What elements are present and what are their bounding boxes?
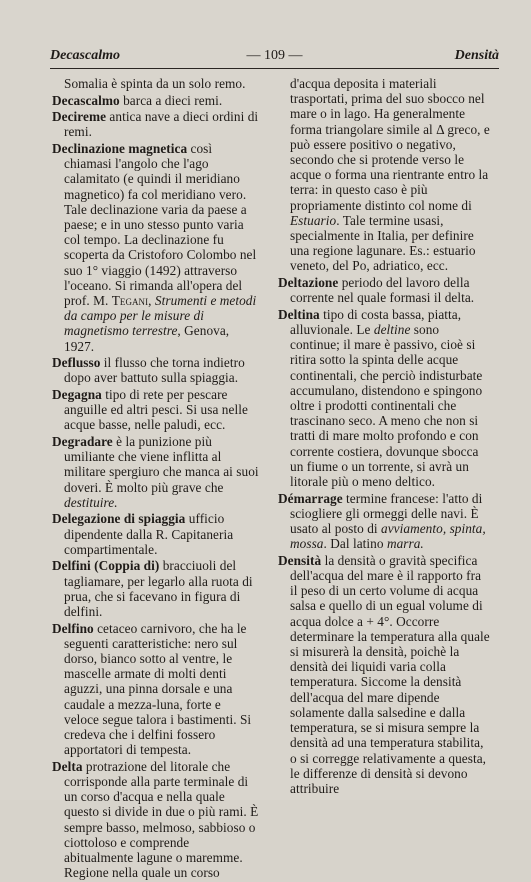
entry-headword: Deltina	[278, 306, 320, 322]
entry-headword: Delfini (Coppia di)	[52, 558, 160, 574]
entry-definition: cetaceo carnivoro, che ha le seguenti caratteristiche: nero sul dorso, bianco sotto al ventre, le mascelle armate di molti denti aguzzi, una pinna dorsale e una caudale a mezza-luna, forte e veloce segue talora i bastimenti. Si credeva che i delfini fossero apportatori di tempesta.	[64, 620, 252, 758]
entry-definition: ufficio dipendente dalla R. Capitaneria compartimentale.	[64, 511, 234, 557]
dictionary-entry	[52, 759, 259, 881]
entry-headword: Decascalmo	[52, 92, 120, 108]
entry-definition: termine francese: l'atto di sciogliere gli ormeggi delle navi. È usato al posto di	[290, 490, 483, 537]
left-column	[52, 76, 259, 882]
dictionary-entry	[52, 93, 259, 108]
entry-headword: Deltazione	[278, 275, 339, 291]
entry-definition-tail: sono continue; il mare è passivo, cioè si ritira sotto la spinta delle acque continentali, che perciò indisturbate accumulano, distendono e spingono oltre i prodotti continentali che trascinano seco. A meno che non si tratti di mare molto profondo e con corrente costiera, dovunque sbocca un fiume o un torrente, si avrà un litorale più o meno deltico.	[290, 322, 483, 490]
dictionary-entry	[278, 553, 490, 796]
entry-headword: Degradare	[52, 434, 113, 450]
entry-definition: barca a dieci remi.	[119, 92, 223, 108]
italic-term: deltine	[373, 322, 411, 338]
dictionary-entry	[278, 307, 490, 489]
entry-definition: il flusso che torna indietro dopo aver battuto sulla spiaggia.	[64, 355, 245, 386]
italic-term: avviamento, spinta, mossa	[290, 521, 486, 552]
dictionary-entry	[52, 109, 259, 139]
author-name: Tegani	[111, 293, 149, 309]
entry-definition-tail: . Tale termine usasi, specialmente in Italia, per definire una regione lagunare. Es.: estuario veneto, del Po, adriatico, ecc.	[290, 212, 476, 274]
italic-term: marra.	[386, 536, 424, 552]
dictionary-entry	[278, 491, 490, 552]
entry-headword: Degagna	[52, 387, 102, 403]
entry-headword: Démarrage	[278, 490, 343, 506]
dictionary-entry	[52, 558, 259, 619]
entry-definition: d'acqua deposita i materiali trasportati, prima del suo sbocco nel mare o in lago. Ha generalmente forma triangolare simile al Δ greco, e può essere positivo o negativo, secondo che si protende verso le acque o forma una rientrante entro la terra: in questo caso è più propriamente distinto col nome di	[290, 76, 490, 213]
dictionary-entry	[52, 621, 259, 758]
dictionary-entry	[278, 275, 490, 305]
entry-definition-tail: , Genova, 1927.	[64, 323, 230, 354]
entry-definition: periodo del lavoro della corrente nel quale formasi il delta.	[290, 275, 475, 306]
page-number: — 109 —	[246, 48, 303, 63]
italic-term: Estuario	[290, 212, 337, 228]
entry-definition: tipo di costa bassa, piatta, alluvionale. Le	[290, 306, 462, 338]
dictionary-entry	[52, 434, 259, 510]
header-right-term: Densità	[454, 48, 499, 63]
entry-headword: Declinazione magnetica	[52, 140, 188, 156]
entry-definition: Somalia è spinta da un solo remo.	[64, 76, 246, 91]
dictionary-entry	[52, 511, 259, 557]
running-header	[50, 48, 499, 69]
entry-headword: Densità	[278, 552, 322, 568]
entry-definition: è la punizione più umiliante che viene inflitta al militare spergiuro che manca ai suoi doveri. È molto più grave che	[64, 434, 259, 495]
dictionary-entry: Declinazione magnetica così chiamasi l'angolo che l'ago calamitato (e quindi il meridiano magnetico) fa col meridiano vero. Tale declinazione varia da paese a paese; e in uno stesso punto varia col tempo. La declinazione fu scoperta da Cristoforo Colombo nel suo 1° viaggio (1492) attraverso l'oceano. Si rimanda all'opera del prof. M. Tegani, Strumenti e metodi da campo per le misure di magnetismo terrestre, Genova, 1927.	[52, 140, 257, 354]
entry-headword: Delfino	[52, 620, 94, 636]
continued-text	[278, 76, 490, 274]
italic-term: Strumenti e metodi da campo per le misure di magnetismo terrestre	[64, 293, 257, 339]
dictionary-entry	[52, 355, 259, 385]
entry-headword: Deflusso	[52, 355, 101, 371]
entry-definition: antica nave a dieci ordini di remi.	[64, 109, 259, 140]
entry-definition: la densità o gravità specifica dell'acqua del mare è il rapporto fra il peso di un certo volume di acqua salsa e quello di un egual volume di acqua dolce a + 4°. Occorre determinare la temperatura alla quale si misurerà la densità, poichè la densità dei liquidi varia colla temperatura. Siccome la densità dell'acqua del mare dipende solamente dalla salsedine e dalla temperatura, se si misura sempre la densità ad una temperatura stabilita, o si corregge relativamente a questa, le differenze di densità si devono attribuire	[290, 552, 490, 796]
dictionary-entry	[52, 387, 259, 433]
entry-definition: tipo di rete per pescare anguille ed altri pesci. Si usa nelle acque basse, nelle paludi, ecc.	[64, 387, 248, 433]
continued-text	[52, 76, 259, 91]
italic-term: destituire.	[64, 494, 118, 510]
entry-definition-tail: . Dal latino	[323, 536, 387, 552]
entry-headword: Delta	[52, 758, 83, 774]
header-left-term: Decascalmo	[50, 48, 120, 63]
entry-headword: Delegazione di spiaggia	[52, 511, 186, 527]
right-column	[278, 76, 490, 798]
entry-definition: bracciuoli del tagliamare, per legarlo alla ruota di prua, che si facevano in figura di delfini.	[64, 558, 253, 620]
entry-definition: così chiamasi l'angolo che l'ago calamitato (e quindi il meridiano magnetico) fa col meridiano vero. Tale declinazione varia da paese a paese; e in uno stesso punto varia col tempo. La declinazione fu scoperta da Cristoforo Colombo nel suo 1° viaggio (1492) attraverso l'oceano. Si rimanda all'opera del prof. M.	[64, 140, 257, 309]
entry-headword: Decireme	[52, 109, 107, 125]
entry-definition: protrazione del litorale che corrisponde alla parte terminale di un corso d'acqua e nella quale questo si divide in due o più rami. È sempre basso, melmoso, sabbioso o ciottoloso e comprende abitualmente lagune o maremme. Regione nella quale un corso	[64, 758, 259, 881]
